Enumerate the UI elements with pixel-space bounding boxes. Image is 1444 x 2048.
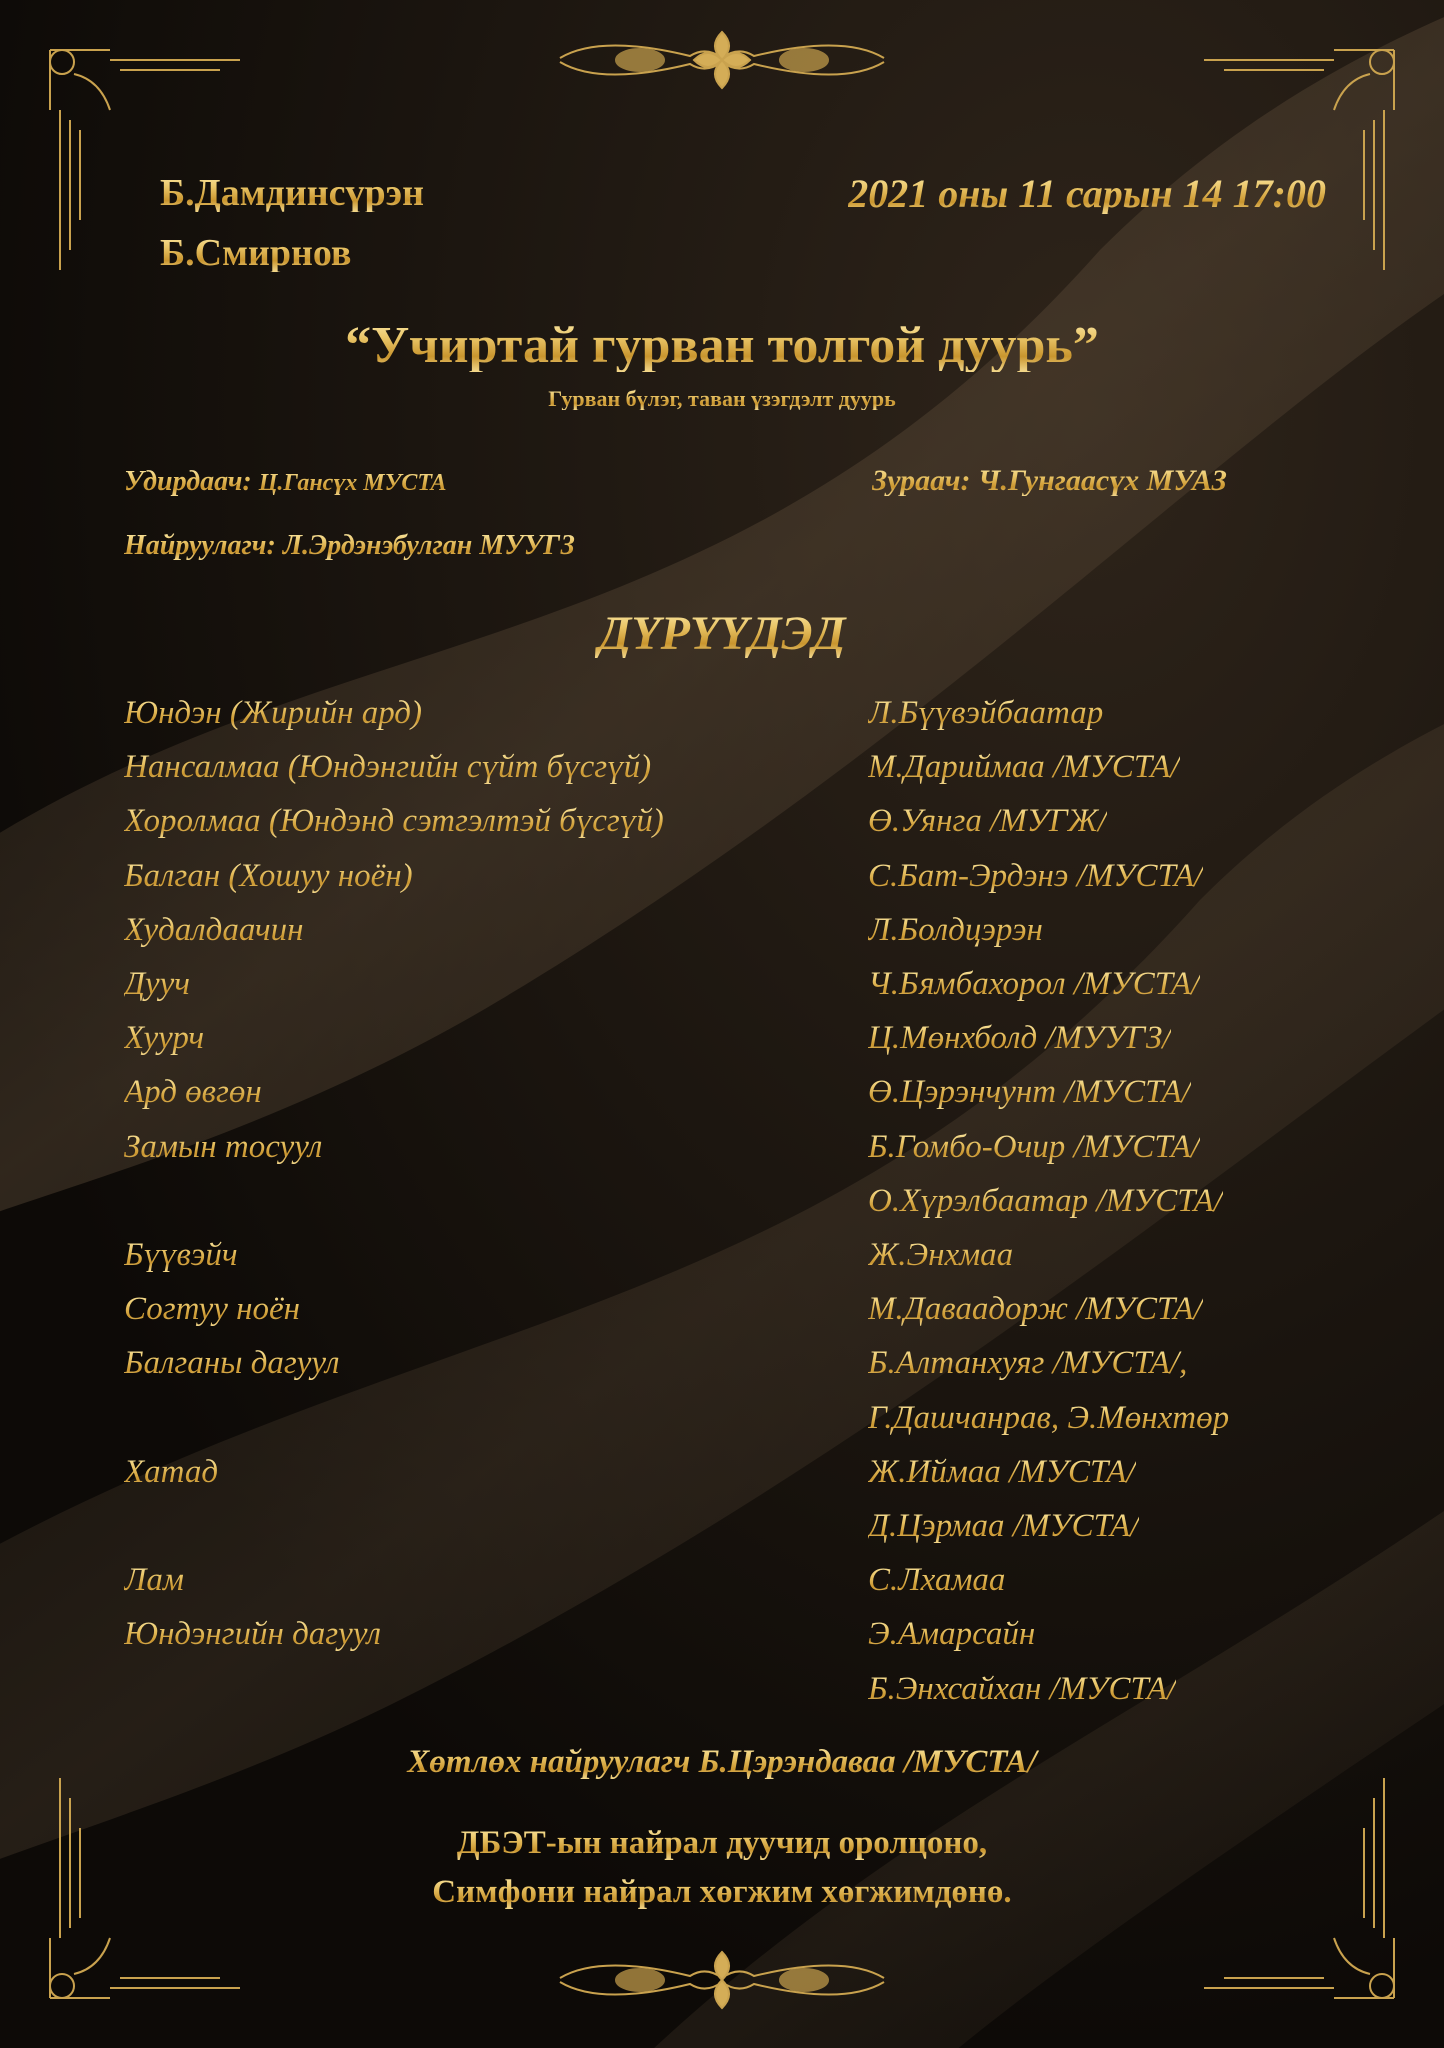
cast-actor: Л.Болдцэрэн (868, 911, 1043, 948)
footer-line: Симфони найрал хөгжим хөгжимдөнө. (0, 1876, 1444, 1909)
cast-role: Юндэн (Жирийн ард) (124, 695, 422, 731)
cast-actor: Б.Алтанхуяг /МУСТА/, (868, 1345, 1188, 1382)
cast-role: Замын тосуул (124, 1128, 323, 1165)
opera-title: “Учиртай гурван толгой дуурь” (0, 320, 1444, 372)
cast-actor: Ө.Цэрэнчунт /МУСТА/ (868, 1074, 1191, 1111)
cast-actor: Ц.Мөнхболд /МУУГЗ/ (868, 1020, 1172, 1057)
cast-actor: Ж.Иймаа /МУСТА/ (868, 1453, 1136, 1490)
credit-label: Зураач: (872, 464, 971, 497)
cast-actor: Ч.Бямбахорол /МУСТА/ (868, 966, 1201, 1002)
cast-role: Хоролмаа (Юндэнд сэтгэлтэй бүсгүй) (124, 803, 664, 840)
credit-director (124, 532, 575, 560)
cast-heading: ДҮРҮҮДЭД (0, 610, 1444, 658)
credit-conductor (124, 468, 447, 496)
cast-actor: Б.Гомбо-Очир /МУСТА/ (868, 1128, 1201, 1165)
composer-name: Б.Смирнов (160, 232, 352, 274)
cast-role: Лам (124, 1562, 184, 1599)
cast-actor: Ж.Энхмаа (868, 1237, 1014, 1273)
opera-subtitle: Гурван бүлэг, таван үзэгдэлт дуурь (0, 388, 1444, 410)
cast-actor: Б.Энхсайхан /МУСТА/ (868, 1670, 1177, 1707)
performance-date: 2021 оны 11 сарын 14 17:00 (848, 171, 1326, 216)
credit-name: Ц.Гансүх МУСТА (258, 470, 447, 496)
cast-role: Согтуу ноён (124, 1291, 301, 1328)
cast-role: Хуурч (124, 1020, 205, 1057)
credit-name: Л.Эрдэнэбулган МУУГЗ (282, 530, 575, 561)
cast-role: Худалдаачин (124, 911, 304, 948)
cast-role: Балганы дагуул (124, 1345, 340, 1382)
credit-choreographer (872, 466, 1227, 496)
cast-actor: М.Дариймаа /МУСТА/ (868, 749, 1180, 786)
cast-actor: О.Хүрэлбаатар /МУСТА/ (868, 1182, 1223, 1219)
cast-role: Бүүвэйч (124, 1237, 238, 1273)
cast-actor: М.Даваадорж /МУСТА/ (868, 1291, 1203, 1328)
cast-actor: С.Бат-Эрдэнэ /МУСТА/ (868, 857, 1204, 894)
assistant-director: Хөтлөх найруулагч Б.Цэрэндаваа /МУСТА/ (0, 1746, 1444, 1779)
cast-role: Дууч (124, 966, 191, 1002)
cast-actor: Г.Дашчанрав, Э.Мөнхтөр (868, 1399, 1230, 1436)
credit-label: Удирдаач: (124, 466, 252, 497)
cast-actor: С.Лхамаа (868, 1562, 1006, 1599)
composer-name: Б.Дамдинсүрэн (160, 172, 424, 214)
cast-actor: Ө.Уянга /МУГЖ/ (868, 803, 1108, 840)
footer-line: ДБЭТ-ын найрал дуучид оролцоно, (0, 1827, 1444, 1860)
cast-role: Юндэнгийн дагуул (124, 1616, 381, 1653)
cast-role: Ард өвгөн (124, 1074, 262, 1111)
cast-actor: Д.Цэрмаа /МУСТА/ (868, 1508, 1140, 1544)
cast-actor: Э.Амарсайн (868, 1616, 1036, 1653)
cast-role: Нансалмаа (Юндэнгийн сүйт бүсгүй) (124, 749, 652, 786)
cast-role: Балган (Хошуу ноён) (124, 857, 413, 894)
credit-name: Ч.Гунгаасүх МУАЗ (978, 464, 1227, 497)
credit-label: Найруулагч: (124, 530, 276, 561)
cast-actor: Л.Бүүвэйбаатар (868, 695, 1104, 731)
cast-role: Хатад (124, 1453, 219, 1490)
